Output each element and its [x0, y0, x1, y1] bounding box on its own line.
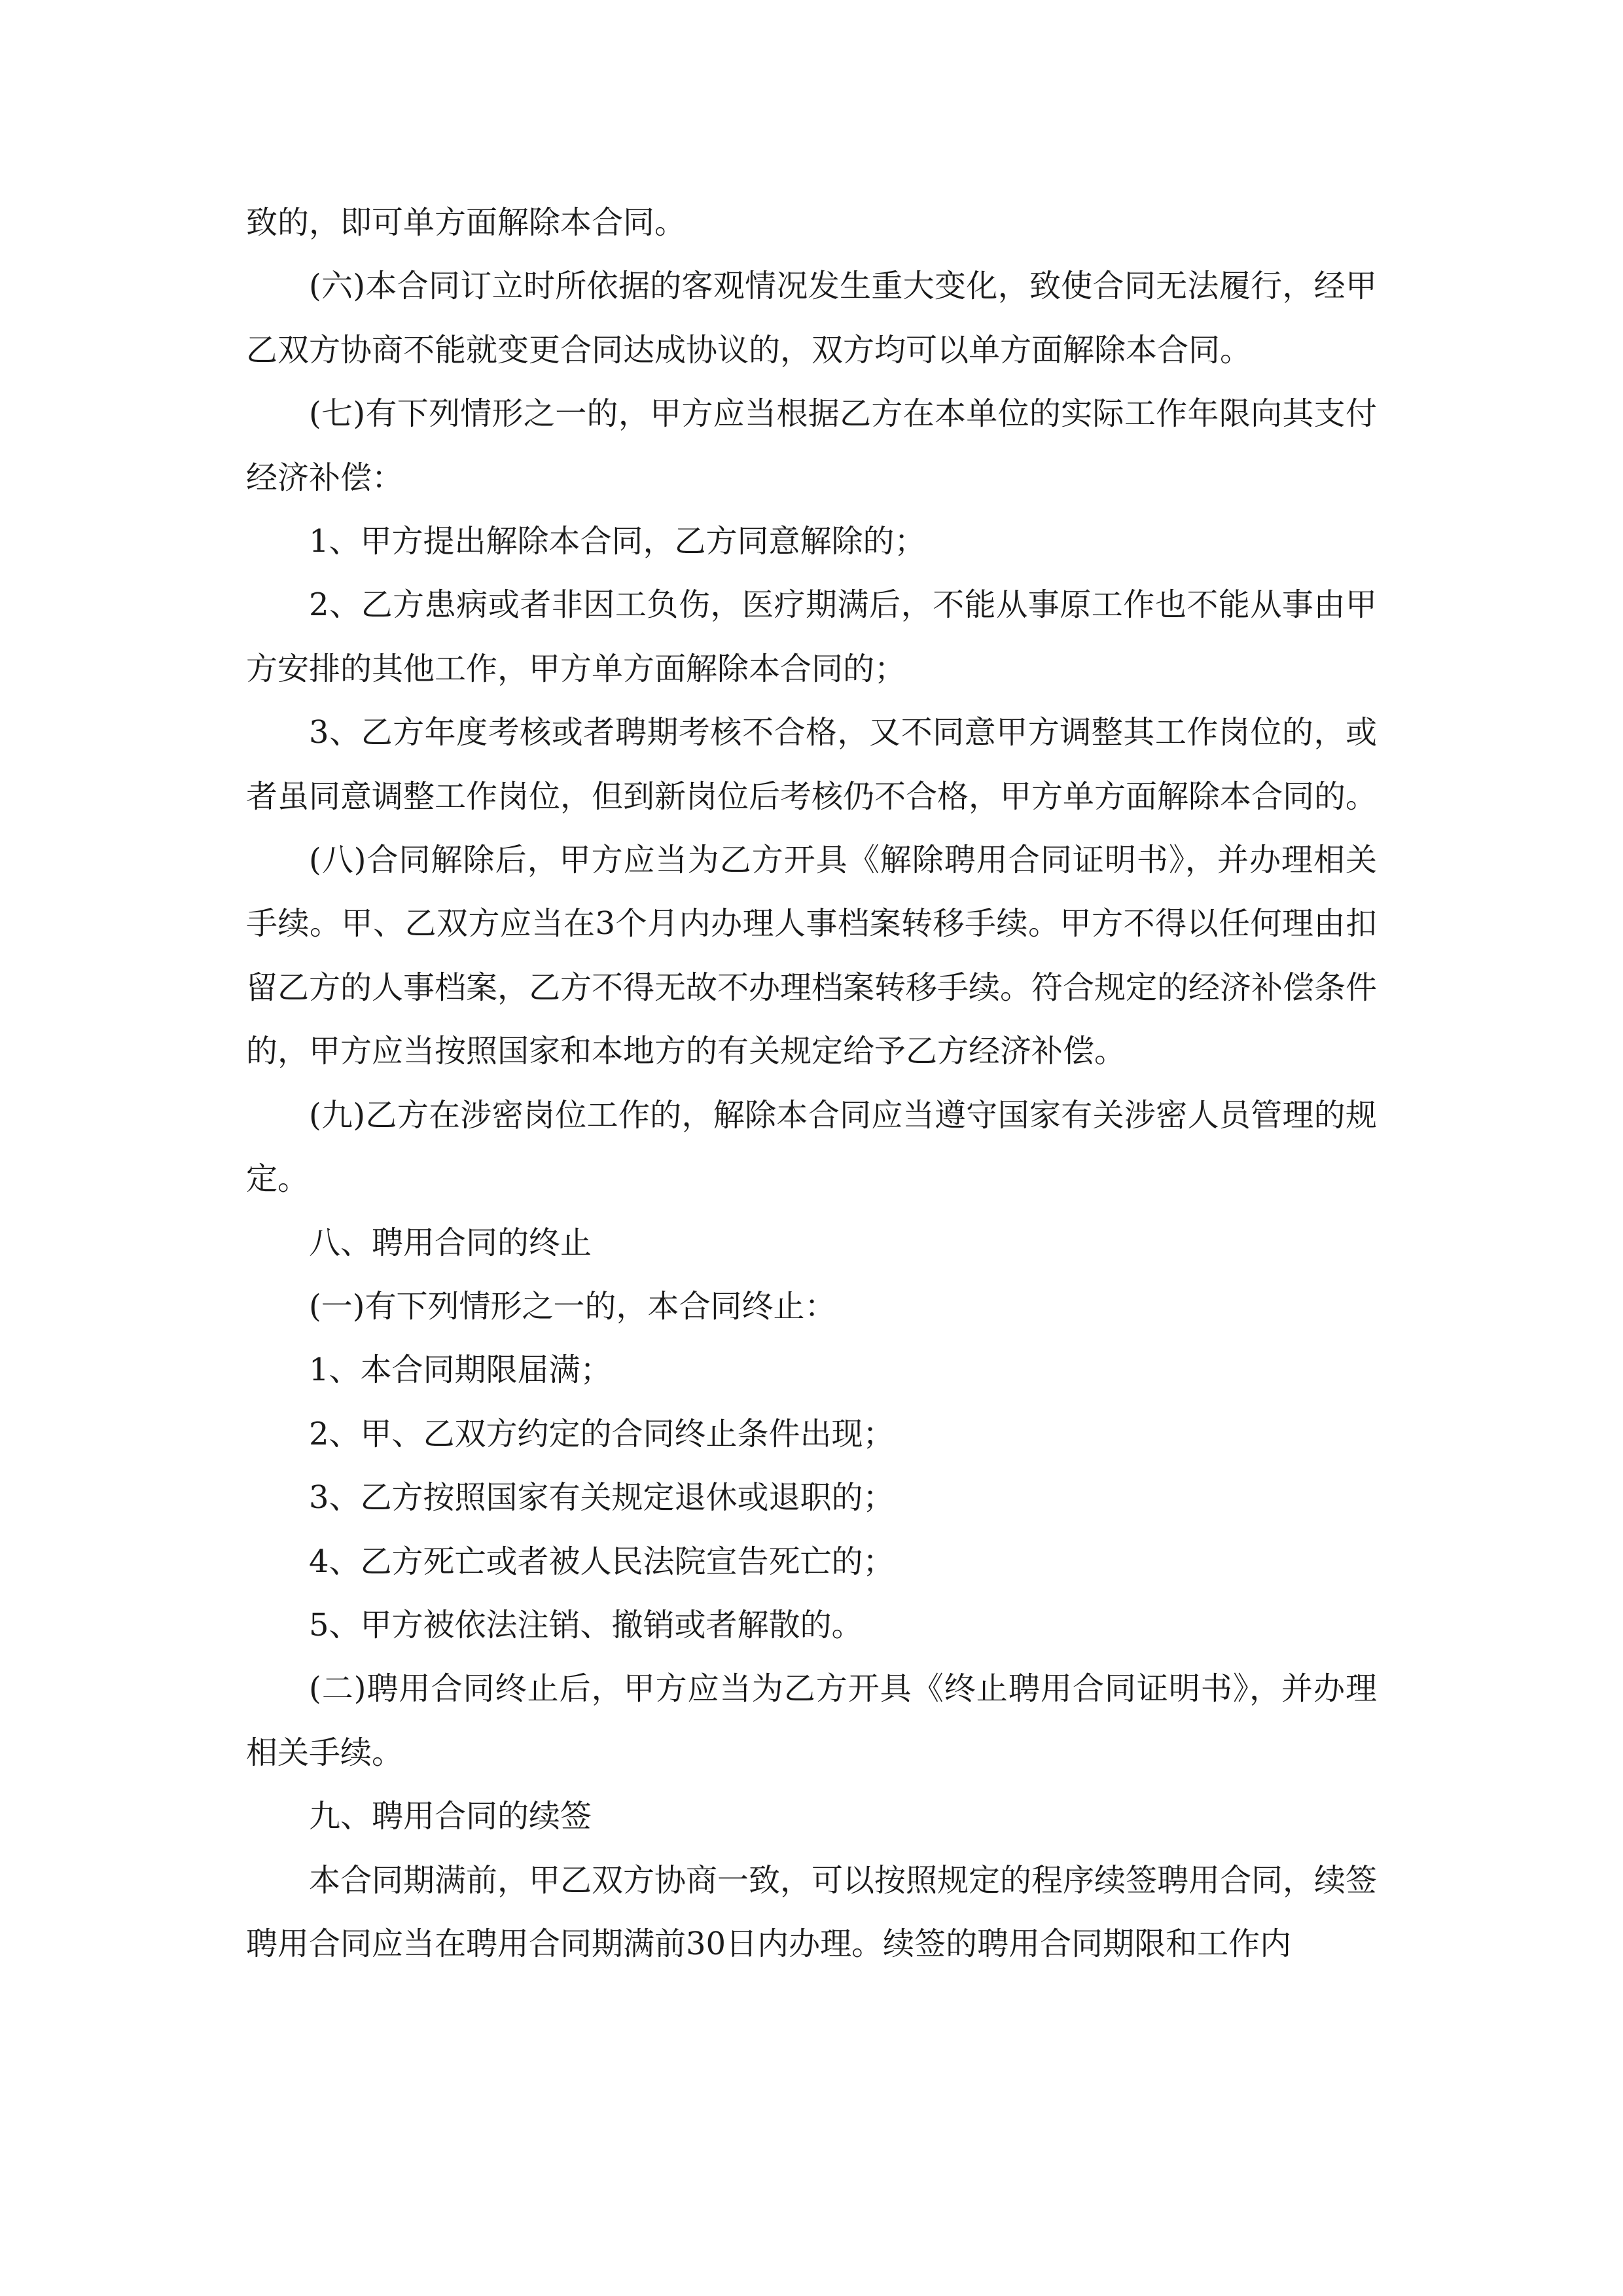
list-item: 5、甲方被依法注销、撤销或者解散的。 — [309, 1606, 863, 1643]
paragraph: 本合同期满前，甲乙双方协商一致，可以按照规定的程序续签聘用合同，续签聘用合同应当在聘用合同期满前30日内办理。续签的聘用合同期限和工作内 — [246, 1861, 1378, 1962]
paragraph: (六)本合同订立时所依据的客观情况发生重大变化，致使合同无法履行，经甲乙双方协商不能就变更合同达成协议的，双方均可以单方面解除本合同。 — [246, 268, 1377, 368]
list-item: 1、本合同期限届满； — [309, 1352, 612, 1389]
list-item: 2、乙方患病或者非因工负伤，医疗期满后，不能从事原工作也不能从事由甲方安排的其他工作，甲方单方面解除本合同的； — [246, 586, 1377, 687]
paragraph: (八)合同解除后，甲方应当为乙方开具《解除聘用合同证明书》，并办理相关手续。甲、乙双方应当在3个月内办理人事档案转移手续。甲方不得以任何理由扣留乙方的人事档案，乙方不得无故不办理档案转移手续。符合规定的经济补偿条件的，甲方应当按照国家和本地方的有关规定给予乙方经济补偿。 — [246, 842, 1378, 1070]
paragraph: (七)有下列情形之一的，甲方应当根据乙方在本单位的实际工作年限向其支付经济补偿： — [246, 395, 1377, 496]
section-heading: 九、聘用合同的续签 — [309, 1798, 592, 1835]
section-heading: 八、聘用合同的终止 — [309, 1224, 592, 1261]
list-item: 3、乙方按照国家有关规定退休或退职的； — [309, 1479, 895, 1516]
list-item: 1、甲方提出解除本合同，乙方同意解除的； — [309, 523, 926, 560]
paragraph: (二)聘用合同终止后，甲方应当为乙方开具《终止聘用合同证明书》，并办理相关手续。 — [246, 1670, 1377, 1771]
list-item: 3、乙方年度考核或者聘期考核不合格，又不同意甲方调整其工作岗位的，或者虽同意调整工作岗位，但到新岗位后考核仍不合格，甲方单方面解除本合同的。 — [246, 714, 1378, 815]
paragraph: 致的，即可单方面解除本合同。 — [246, 204, 687, 241]
paragraph: (九)乙方在涉密岗位工作的，解除本合同应当遵守国家有关涉密人员管理的规定。 — [246, 1096, 1377, 1198]
list-item: 4、乙方死亡或者被人民法院宣告死亡的； — [309, 1543, 895, 1580]
paragraph: (一)有下列情形之一的，本合同终止： — [309, 1287, 836, 1325]
list-item: 2、甲、乙双方约定的合同终止条件出现； — [309, 1415, 895, 1452]
document-body — [246, 191, 1377, 1976]
